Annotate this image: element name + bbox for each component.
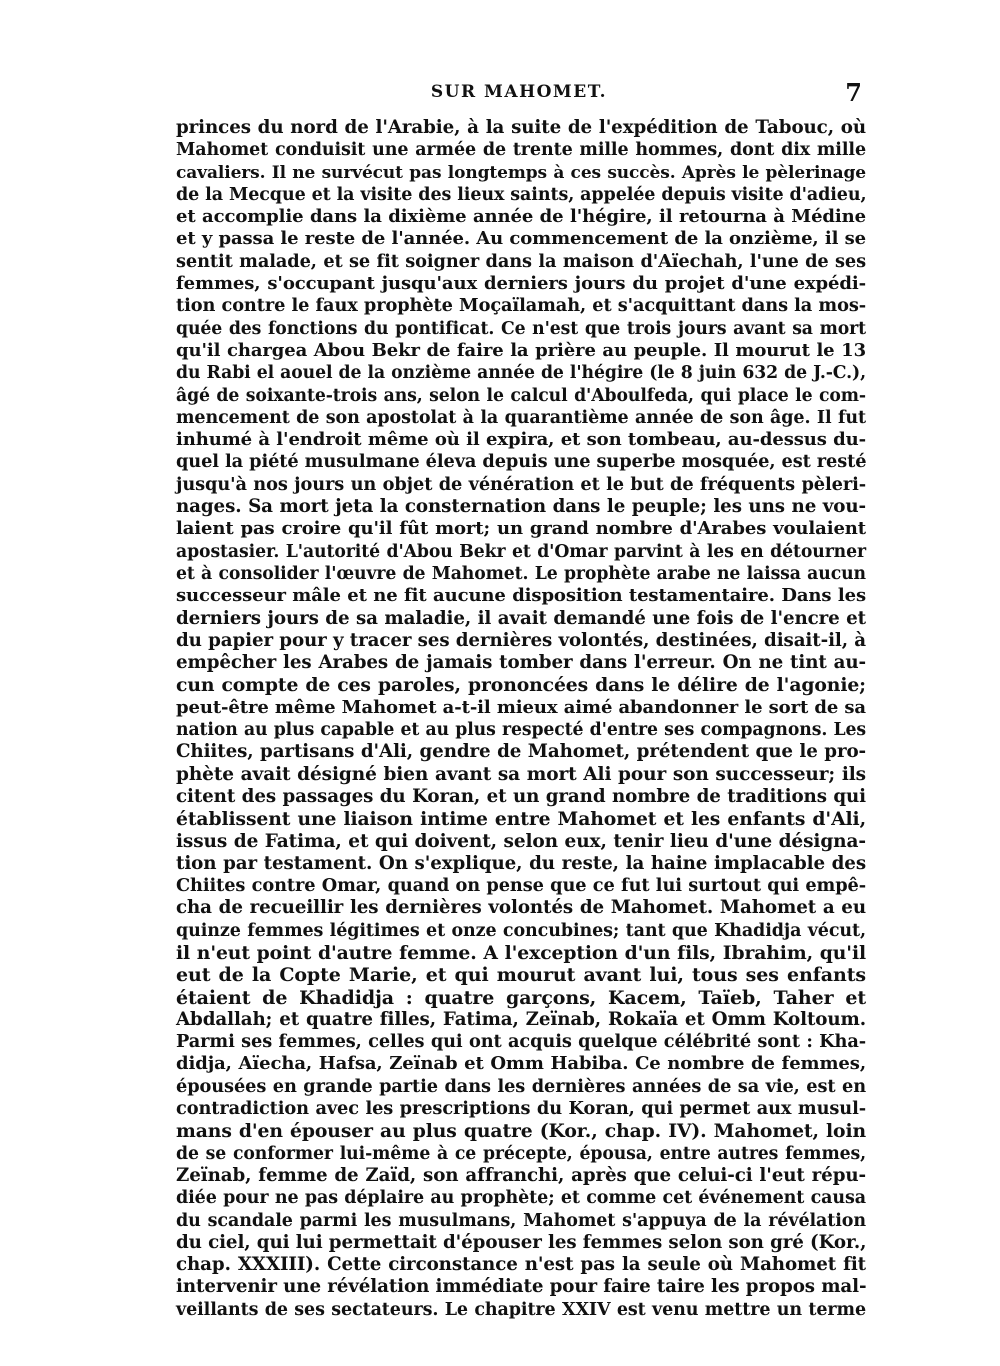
text-line: mans d'en épouser au plus quatre (Kor., chap. IV). Mahomet, loin (176, 1120, 866, 1143)
text-line: femmes, s'occupant jusqu'aux derniers jours du projet d'une expédi- (176, 273, 866, 295)
text-line: inhumé à l'endroit même où il expira, et son tombeau, au-dessus du- (176, 429, 866, 451)
text-line: et accomplie dans la dixième année de l'hégire, il retourna à Médine (176, 206, 866, 228)
body-text (176, 117, 866, 1321)
text-line: établissent une liaison intime entre Mahomet et les enfants d'Ali, (176, 808, 866, 831)
text-line: chap. XXXIII). Cette circonstance n'est pas la seule où Mahomet fit (176, 1254, 866, 1276)
text-line: cavaliers. Il ne survécut pas longtemps à ces succès. Après le pèlerinage (176, 162, 866, 183)
text-line: Mahomet conduisit une armée de trente mille hommes, dont dix mille (176, 140, 866, 161)
text-line: sentit malade, et se fit soigner dans la maison d'Aïechah, l'une de ses (176, 250, 866, 272)
text-line: tion contre le faux prophète Moçaïlamah, et s'acquittant dans la mos- (176, 295, 866, 317)
text-line: et y passa le reste de l'année. Au commencement de la onzième, il se (176, 228, 866, 250)
text-line: quinze femmes légitimes et onze concubines; tant que Khadidja vécut, (176, 920, 866, 941)
text-line: nages. Sa mort jeta la consternation dans le peuple; les uns ne vou- (176, 496, 866, 518)
text-line: du ciel, qui lui permettait d'épouser les femmes selon son gré (Kor., (176, 1231, 867, 1253)
text-line: intervenir une révélation immédiate pour faire taire les propos mal- (176, 1276, 867, 1298)
text-line: cun compte de ces paroles, prononcées dans le délire de l'agonie; (176, 674, 866, 697)
text-line: tion par testament. On s'explique, du reste, la haine implacable des (176, 852, 866, 874)
text-line: Abdallah; et quatre filles, Fatima, Zeïnab, Rokaïa et Omm Koltoum. (176, 1008, 866, 1030)
text-line: citent des passages du Koran, et un grand nombre de traditions qui (176, 785, 866, 807)
text-line: apostasier. L'autorité d'Abou Bekr et d'Omar parvint à les en détourner (176, 541, 866, 562)
text-line: étaient de Khadidja : quatre garçons, Kacem, Taïeb, Taher et (176, 986, 866, 1009)
text-line: laient pas croire qu'il fût mort; un grand nombre d'Arabes voulaient (176, 518, 866, 540)
text-line: du scandale parmi les musulmans, Mahomet s'appuya de la révélation (176, 1210, 866, 1231)
text-line: et à consolider l'œuvre de Mahomet. Le prophète arabe ne laissa aucun (176, 563, 866, 584)
text-line: épousées en grande partie dans les dernières années de sa vie, est en (176, 1075, 866, 1097)
text-line: phète avait désigné bien avant sa mort Ali pour son successeur; ils (176, 763, 866, 785)
text-line: veillants de ses sectateurs. Le chapitre XXIV est venu mettre un terme (176, 1299, 866, 1320)
text-line: derniers jours de sa maladie, il avait demandé une fois de l'encre et (176, 607, 866, 629)
text-line: princes du nord de l'Arabie, à la suite de l'expédition de Tabouc, où (176, 117, 866, 138)
text-line: contradiction avec les prescriptions du Koran, qui permet aux musul- (176, 1098, 866, 1120)
text-line: il n'eut point d'autre femme. A l'exception d'un fils, Ibrahim, qu'il (176, 941, 866, 964)
text-line: quée des fonctions du pontificat. Ce n'est que trois jours avant sa mort (176, 318, 866, 339)
text-line: jusqu'à nos jours un objet de vénération et le but de fréquents pèleri- (176, 473, 866, 495)
text-line: cha de recueillir les dernières volontés de Mahomet. Mahomet a eu (176, 897, 866, 919)
text-line: diée pour ne pas déplaire au prophète; et comme cet événement causa (176, 1188, 866, 1209)
running-title: SUR MAHOMET. (430, 82, 608, 102)
text-line: de se conformer lui-même à ce précepte, épousa, entre autres femmes, (176, 1143, 866, 1164)
text-line: peut-être même Mahomet a-t-il mieux aimé abandonner le sort de sa (176, 696, 866, 718)
text-line: mencement de son apostolat à la quarantième année de son âge. Il fut (176, 407, 866, 428)
text-line: successeur mâle et ne fit aucune disposition testamentaire. Dans les (176, 585, 866, 607)
text-line: Zeïnab, femme de Zaïd, son affranchi, après que celui-ci l'eut répu- (176, 1164, 866, 1186)
text-line: empêcher les Arabes de jamais tomber dans l'erreur. On ne tint au- (176, 652, 866, 674)
text-line: qu'il chargea Abou Bekr de faire la prière au peuple. Il mourut le 13 (176, 339, 866, 361)
text-line: quel la piété musulmane éleva depuis une superbe mosquée, est resté (176, 451, 867, 473)
page-number: 7 (845, 78, 862, 107)
text-line: âgé de soixante-trois ans, selon le calcul d'Aboulfeda, qui place le com- (176, 385, 866, 406)
text-line: didja, Aïecha, Hafsa, Zeïnab et Omm Habiba. Ce nombre de femmes, (176, 1053, 866, 1075)
text-line: Chiites, partisans d'Ali, gendre de Mahomet, prétendent que le pro- (176, 741, 866, 763)
text-line: nation au plus capable et au plus respecté d'entre ses compagnons. Les (176, 720, 866, 741)
text-line: du papier pour y tracer ses dernières volontés, destinées, disait-il, à (176, 629, 866, 651)
text-line: Parmi ses femmes, celles qui ont acquis quelque célébrité sont : Kha- (176, 1031, 866, 1053)
page-header (176, 78, 862, 108)
text-line: Chiites contre Omar, quand on pense que ce fut lui surtout qui empê- (176, 875, 866, 897)
text-line: du Rabi el aouel de la onzième année de l'hégire (le 8 juin 632 de J.-C.), (176, 363, 866, 384)
text-line: de la Mecque et la visite des lieux saints, appelée depuis visite d'adieu, (176, 184, 867, 205)
text-line: eut de la Copte Marie, et qui mourut avant lui, tous ses enfants (176, 964, 866, 987)
text-line: issus de Fatima, et qui doivent, selon eux, tenir lieu d'une désigna- (176, 830, 866, 852)
